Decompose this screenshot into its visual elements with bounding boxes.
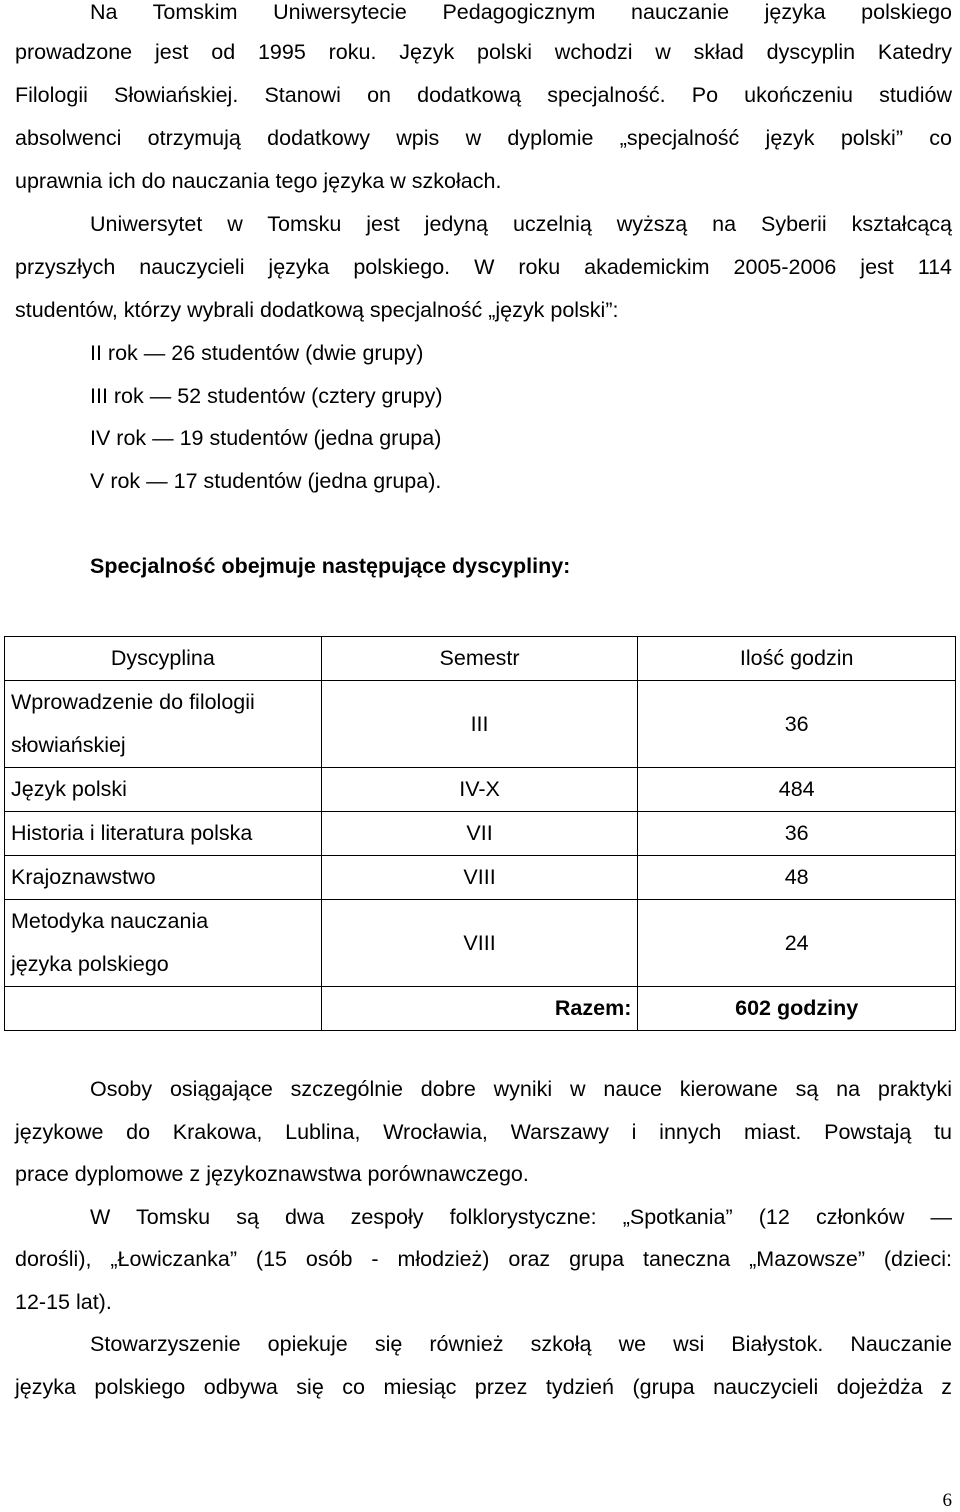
cell-hours: 484: [638, 768, 956, 812]
cell-discipline: Krajoznawstwo: [5, 856, 322, 900]
cell-discipline-line-2: słowiańskiej: [11, 733, 126, 757]
paragraph-1-line-3: Filologii Słowiańskiej. Stanowi on dodatkową specjalność. Po ukończeniu studiów: [15, 83, 952, 107]
total-label: Razem:: [321, 987, 638, 1031]
table-row: [5, 681, 956, 768]
paragraph-3-line-1: Osoby osiągające szczególnie dobre wyniki w nauce kierowane są na praktyki: [90, 1077, 952, 1101]
paragraph-3-line-2: językowe do Krakowa, Lublina, Wrocławia, Warszawy i innych miast. Powstają tu: [15, 1120, 952, 1144]
table-row: [5, 900, 956, 987]
table-total-row: [5, 987, 956, 1031]
cell-hours: 48: [638, 856, 956, 900]
cell-discipline-line-1: Metodyka nauczania: [11, 909, 209, 933]
total-value: 602 godziny: [638, 987, 956, 1031]
paragraph-4-line-2: dorośli), „Łowiczanka” (15 osób - młodzież) oraz grupa taneczna „Mazowsze” (dzieci:: [15, 1247, 952, 1271]
cell-hours: 36: [638, 812, 956, 856]
cell-discipline: [5, 681, 322, 768]
paragraph-5-line-1: Stowarzyszenie opiekuje się również szkołą we wsi Białystok. Nauczanie: [90, 1332, 952, 1356]
paragraph-1-line-5: uprawnia ich do nauczania tego języka w szkołach.: [15, 169, 502, 193]
cell-discipline: Język polski: [5, 768, 322, 812]
paragraph-4-line-1: W Tomsku są dwa zespoły folklorystyczne: „Spotkania” (12 członków —: [90, 1205, 952, 1229]
cell-semester: VIII: [321, 856, 638, 900]
disciplines-table: [4, 636, 956, 1031]
table-row: [5, 768, 956, 812]
table-row: [5, 856, 956, 900]
paragraph-3-line-3: prace dyplomowe z językoznawstwa porównawczego.: [15, 1162, 529, 1186]
table-row: [5, 812, 956, 856]
page-number: 6: [942, 1490, 952, 1511]
header-hours: Ilość godzin: [638, 637, 956, 681]
paragraph-4-line-3: 12-15 lat).: [15, 1290, 112, 1314]
cell-hours: 24: [638, 900, 956, 987]
cell-semester: VII: [321, 812, 638, 856]
year-item-4: IV rok — 19 studentów (jedna grupa): [90, 426, 442, 450]
cell-empty: [5, 987, 322, 1031]
cell-discipline-line-2: języka polskiego: [11, 952, 169, 976]
cell-semester: VIII: [321, 900, 638, 987]
header-semester: Semestr: [321, 637, 638, 681]
paragraph-5-line-2: języka polskiego odbywa się co miesiąc przez tydzień (grupa nauczycieli dojeżdża z: [15, 1375, 952, 1399]
paragraph-1-line-2: prowadzone jest od 1995 roku. Język polski wchodzi w skład dyscyplin Katedry: [15, 40, 952, 64]
cell-discipline-line-1: Wprowadzenie do filologii: [11, 690, 255, 714]
paragraph-2-line-1: Uniwersytet w Tomsku jest jedyną uczelnią wyższą na Syberii kształcącą: [90, 212, 952, 236]
paragraph-2-line-2: przyszłych nauczycieli języka polskiego. W roku akademickim 2005-2006 jest 114: [15, 255, 952, 279]
cell-hours: 36: [638, 681, 956, 768]
cell-discipline: Historia i literatura polska: [5, 812, 322, 856]
section-heading: Specjalność obejmuje następujące dyscypliny:: [90, 554, 571, 578]
year-item-5: V rok — 17 studentów (jedna grupa).: [90, 469, 442, 493]
cell-semester: IV-X: [321, 768, 638, 812]
table-header-row: [5, 637, 956, 681]
year-item-2: II rok — 26 studentów (dwie grupy): [90, 341, 424, 365]
paragraph-2-line-3: studentów, którzy wybrali dodatkową specjalność „język polski”:: [15, 298, 619, 322]
cell-semester: III: [321, 681, 638, 768]
paragraph-1-line-4: absolwenci otrzymują dodatkowy wpis w dyplomie „specjalność język polski” co: [15, 126, 952, 150]
year-item-3: III rok — 52 studentów (cztery grupy): [90, 384, 443, 408]
header-discipline: Dyscyplina: [5, 637, 322, 681]
cell-discipline: [5, 900, 322, 987]
paragraph-1-line-1: Na Tomskim Uniwersytecie Pedagogicznym nauczanie języka polskiego: [90, 0, 952, 24]
